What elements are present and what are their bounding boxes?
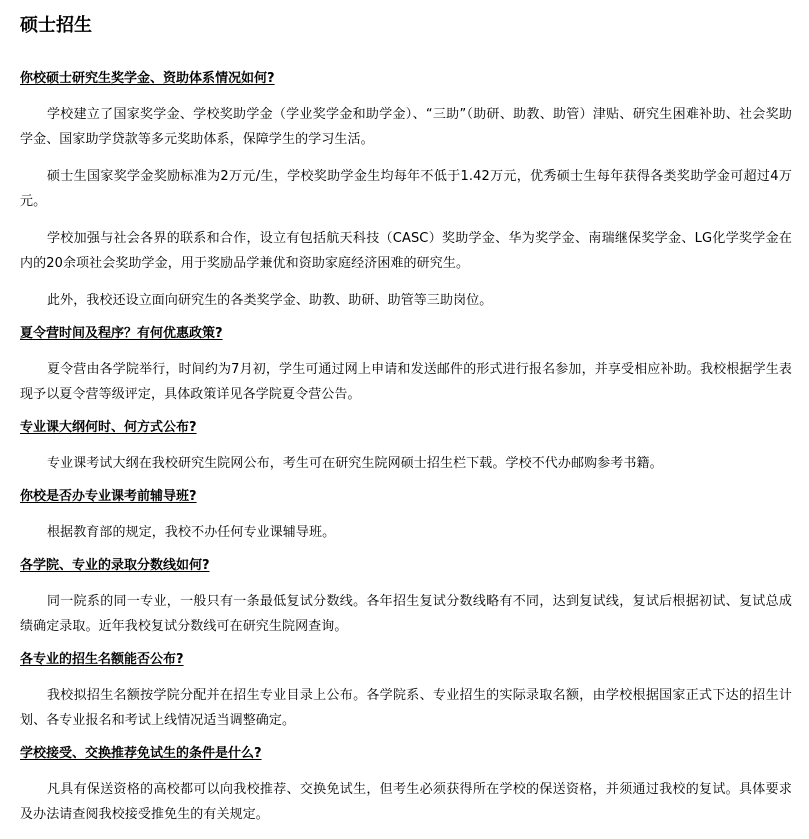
spacer	[20, 214, 792, 226]
faq-answer-paragraph: 硕士生国家奖学金奖励标准为2万元/生，学校奖助学金生均每年不低于1.42万元，优秀硕士生每年获得各类奖助学金可超过4万元。	[20, 169, 792, 209]
faq-answer-paragraph: 学校建立了国家奖学金、学校奖助学金（学业奖学金和助学金）、“三助”（助研、助教、助管）津贴、研究生困难补助、社会奖助学金、国家助学贷款等多元奖助体系，保障学生的学习生活。	[20, 107, 792, 147]
spacer	[20, 276, 792, 288]
faq-answer-paragraph: 专业课考试大纲在我校研究生院网公布，考生可在研究生院网硕士招生栏下载。学校不代办邮购参考书籍。	[47, 456, 663, 471]
spacer	[20, 545, 792, 557]
spacer	[20, 313, 792, 325]
faq-answer-paragraph: 学校加强与社会各界的联系和合作，设立有包括航天科技（CASC）奖助学金、华为奖学金、南瑞继保奖学金、LG化学奖学金在内的20余项社会奖助学金，用于奖励品学兼优和资助家庭经济困难的研究生。	[20, 231, 792, 271]
page-title: 硕士招生	[20, 15, 92, 36]
spacer	[20, 639, 792, 651]
faq-question: 各学院、专业的录取分数线如何?	[20, 558, 210, 573]
spacer	[20, 476, 792, 488]
faq-question: 你校是否办专业课考前辅导班?	[20, 489, 197, 504]
spacer	[20, 152, 792, 164]
faq-content	[20, 70, 792, 839]
faq-question: 学校接受、交换推荐免试生的条件是什么?	[20, 746, 262, 761]
faq-answer-paragraph: 此外，我校还设立面向研究生的各类奖学金、助教、助研、助管等三助岗位。	[47, 293, 493, 308]
spacer	[20, 343, 792, 357]
faq-answer-paragraph: 凡具有保送资格的高校都可以向我校推荐、交换免试生，但考生必须获得所在学校的保送资格，并须通过我校的复试。具体要求及办法请查阅我校接受推免生的有关规定。	[20, 782, 792, 822]
spacer	[20, 437, 792, 451]
faq-answer-paragraph: 我校拟招生名额按学院分配并在招生专业目录上公布。各学院系、专业招生的实际录取名额，由学校根据国家正式下达的招生计划、各专业报名和考试上线情况适当调整确定。	[20, 688, 792, 728]
faq-question: 专业课大纲何时、何方式公布?	[20, 420, 197, 435]
spacer	[20, 407, 792, 419]
spacer	[20, 763, 792, 777]
spacer	[20, 733, 792, 745]
spacer	[20, 827, 792, 839]
faq-question: 你校硕士研究生奖学金、资助体系情况如何?	[20, 71, 275, 86]
spacer	[20, 669, 792, 683]
faq-answer-paragraph: 同一院系的同一专业，一般只有一条最低复试分数线。各年招生复试分数线略有不同，达到复试线，复试后根据初试、复试总成绩确定录取。近年我校复试分数线可在研究生院网查询。	[20, 594, 792, 634]
faq-answer-paragraph: 夏令营由各学院举行，时间约为7月初，学生可通过网上申请和发送邮件的形式进行报名参加，并享受相应补助。我校根据学生表现予以夏令营等级评定，具体政策详见各学院夏令营公告。	[20, 362, 792, 402]
spacer	[20, 506, 792, 520]
spacer	[20, 575, 792, 589]
spacer	[20, 88, 792, 102]
faq-answer-paragraph: 根据教育部的规定，我校不办任何专业课辅导班。	[47, 525, 336, 540]
faq-question: 夏令营时间及程序？有何优惠政策?	[20, 326, 223, 341]
faq-question: 各专业的招生名额能否公布?	[20, 652, 184, 667]
